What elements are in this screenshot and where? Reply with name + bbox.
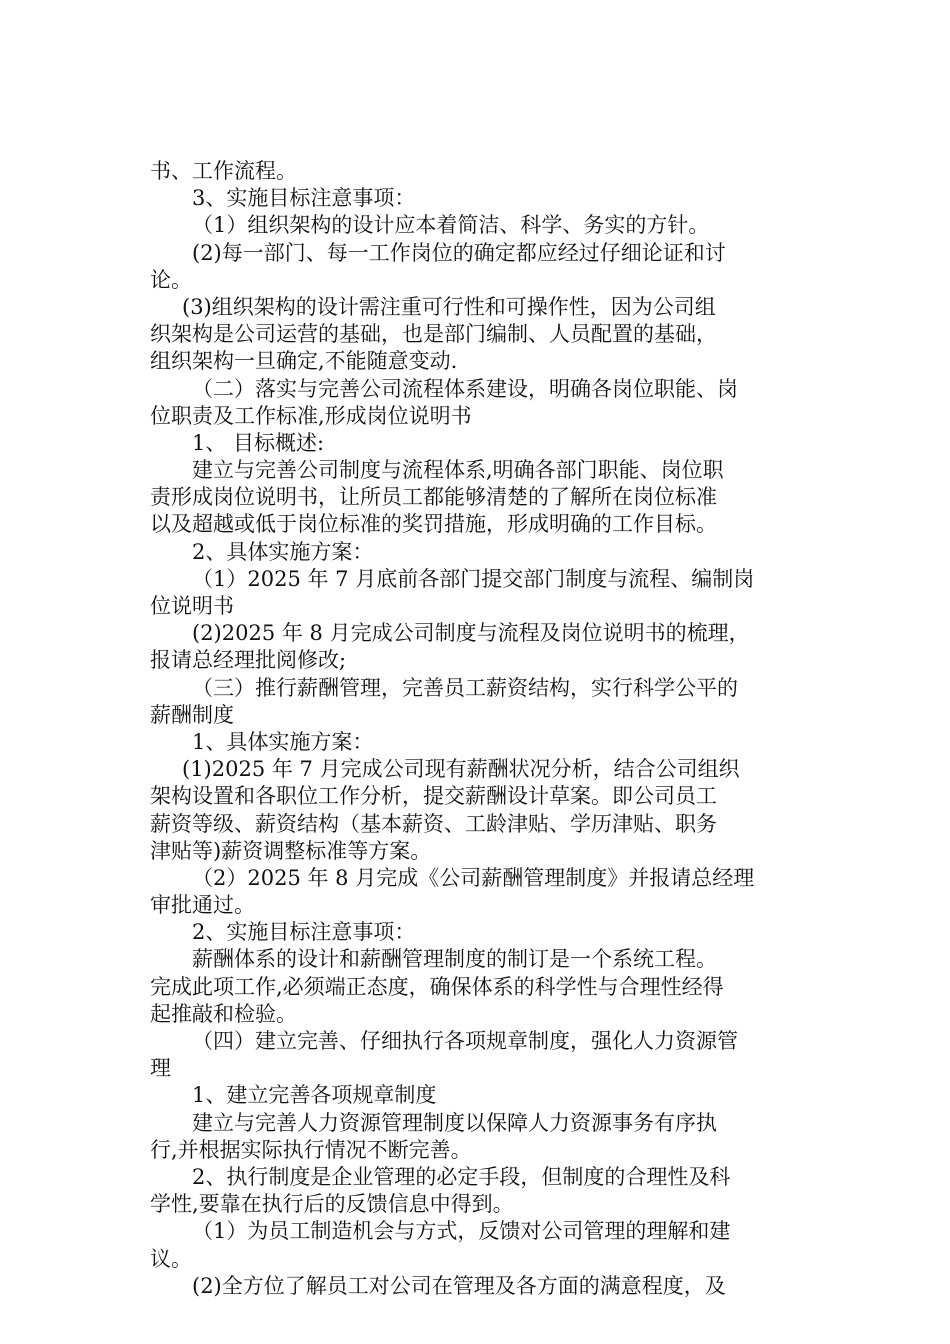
text-line: 责形成岗位说明书，让所员工都能够清楚的了解所在岗位标准 [150, 485, 717, 510]
text-line: 织架构是公司运营的基础，也是部门编制、人员配置的基础， [150, 322, 717, 347]
text-line: 1、 目标概述: [192, 430, 325, 455]
text-line: (1)2025 年 7 月完成公司现有薪酬状况分析，结合公司组织 [182, 757, 740, 782]
text-line: 行,并根据实际执行情况不断完善。 [150, 1137, 472, 1162]
text-line: 以及超越或低于岗位标准的奖罚措施，形成明确的工作目标。 [150, 512, 717, 537]
text-line: 架构设置和各职位工作分析，提交薪酬设计草案。即公司员工 [150, 784, 717, 809]
text-line: 2、实施目标注意事项： [192, 920, 416, 945]
text-line: （1）组织架构的设计应本着简洁、科学、务实的方针。 [192, 213, 710, 238]
text-line: （2）2025 年 8 月完成《公司薪酬管理制度》并报请总经理 [192, 865, 755, 890]
text-line: 起推敲和检验。 [150, 1001, 297, 1026]
text-line: 津贴等)薪资调整标准等方案。 [150, 838, 432, 863]
text-line: 理 [150, 1056, 171, 1081]
text-line: （二）落实与完善公司流程体系建设，明确各岗位职能、岗 [192, 376, 738, 401]
text-line: （四）建立完善、仔细执行各项规章制度，强化人力资源管 [192, 1029, 738, 1053]
text-line: 完成此项工作,必须端正态度，确保体系的科学性与合理性经得 [150, 974, 724, 999]
text-line: 薪酬制度 [150, 702, 234, 727]
document-body [150, 158, 815, 1300]
text-line: 位职责及工作标准,形成岗位说明书 [150, 403, 472, 428]
text-line: 书、工作流程。 [150, 159, 297, 183]
text-line: 建立与完善人力资源管理制度以保障人力资源事务有序执 [192, 1110, 717, 1135]
text-line: (3)组织架构的设计需注重可行性和可操作性，因为公司组 [182, 294, 716, 319]
text-line: （三）推行薪酬管理，完善员工薪资结构，实行科学公平的 [192, 675, 738, 700]
text-line: 2、执行制度是企业管理的必定手段，但制度的合理性及科 [192, 1164, 731, 1189]
text-line: 薪资等级、薪资结构（基本薪资、工龄津贴、学历津贴、职务 [150, 811, 717, 836]
text-line: 组织架构一旦确定,不能随意变动. [150, 349, 458, 374]
text-line: 报请总经理批阅修改; [150, 648, 347, 673]
text-line: 审批通过。 [150, 893, 255, 918]
text-line: 论。 [150, 267, 192, 292]
text-line: (2)每一部门、每一工作岗位的确定都应经过仔细论证和讨 [192, 240, 726, 265]
text-line: 建立与完善公司制度与流程体系,明确各部门职能、岗位职 [192, 458, 724, 483]
text-line: 1、具体实施方案： [192, 729, 374, 754]
text-line: （1）2025 年 7 月底前各部门提交部门制度与流程、编制岗 [192, 566, 755, 591]
text-line: (2)2025 年 8 月完成公司制度与流程及岗位说明书的梳理， [192, 621, 750, 646]
text-line: (2)全方位了解员工对公司在管理及各方面的满意程度，及 [192, 1273, 726, 1298]
text-line: 学性,要靠在执行后的反馈信息中得到。 [150, 1192, 514, 1217]
text-line: 薪酬体系的设计和薪酬管理制度的制订是一个系统工程。 [192, 947, 717, 972]
text-line: （1）为员工制造机会与方式，反馈对公司管理的理解和建 [192, 1219, 731, 1244]
text-line: 2、具体实施方案： [192, 539, 374, 564]
text-line: 议。 [150, 1246, 192, 1271]
text-line: 位说明书 [150, 594, 234, 618]
text-line: 3、实施目标注意事项： [192, 186, 416, 211]
text-line: 1、建立完善各项规章制度 [192, 1083, 437, 1108]
